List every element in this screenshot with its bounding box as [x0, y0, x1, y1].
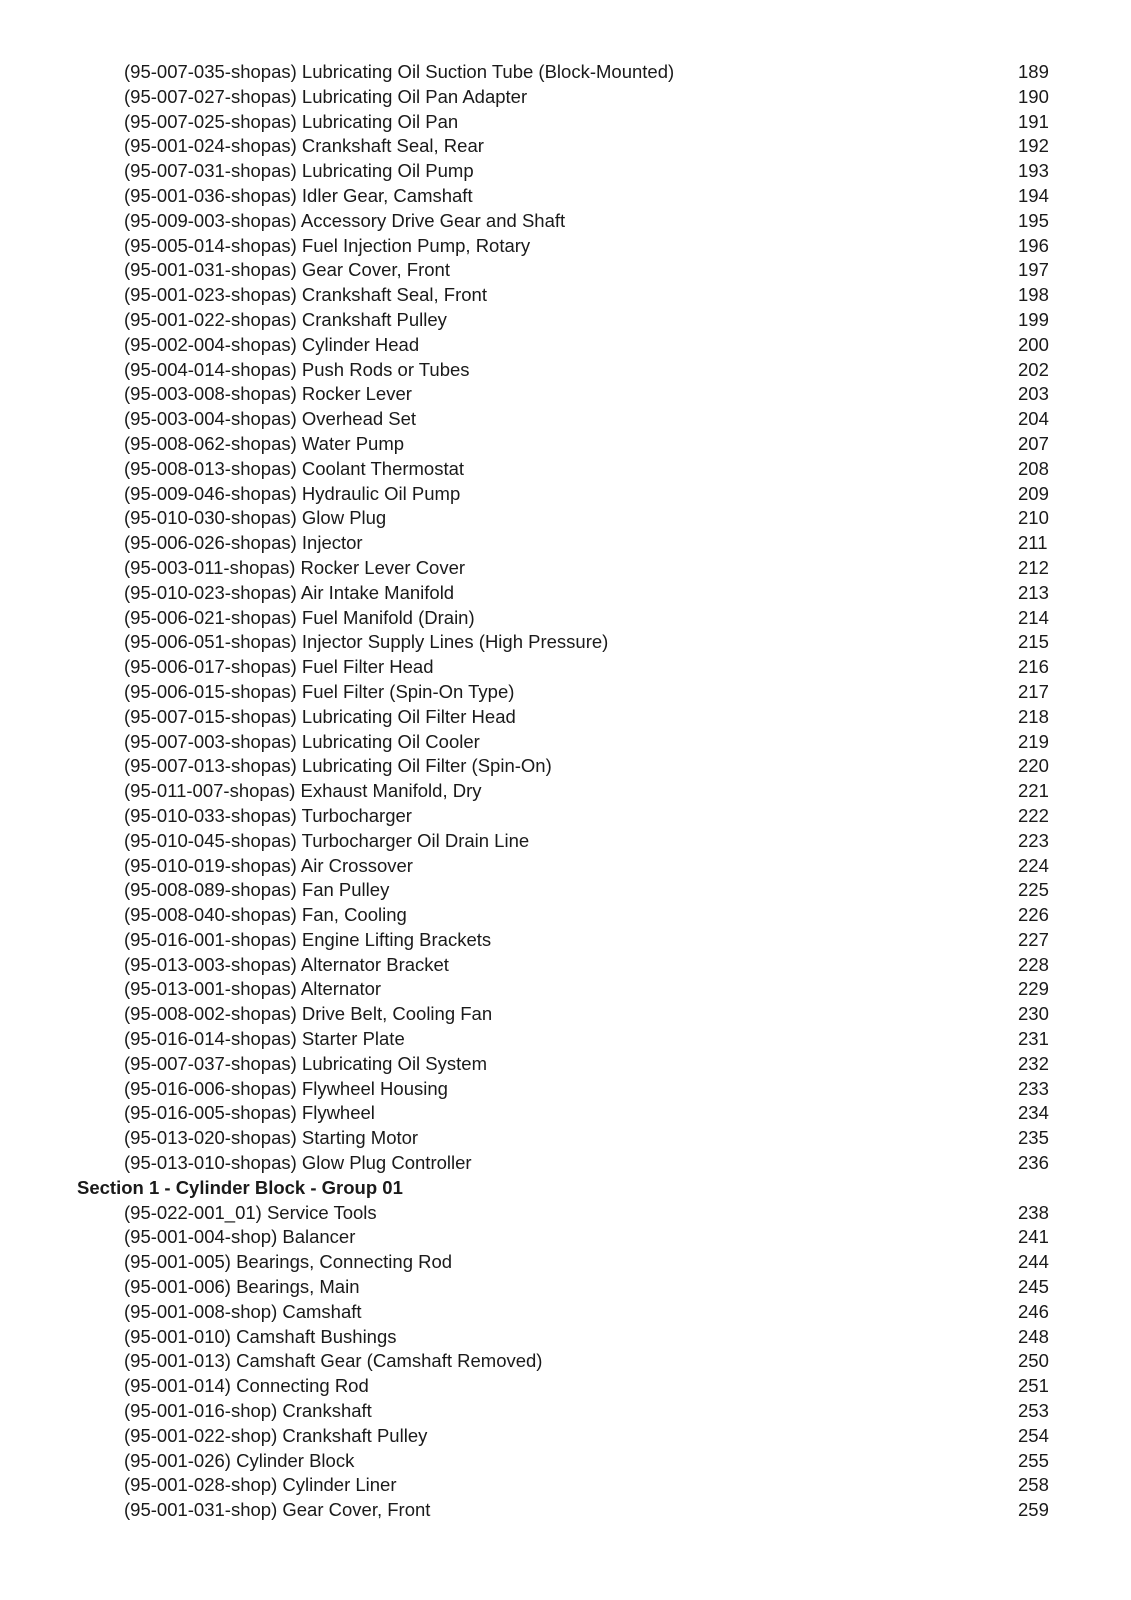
- toc-entry[interactable]: [0, 283, 1131, 308]
- toc-entry-title: (95-007-015-shopas) Lubricating Oil Filter Head: [124, 705, 516, 727]
- toc-entry-title: (95-013-001-shopas) Alternator: [124, 978, 382, 1000]
- toc-entry-title: (95-001-008-shop) Camshaft: [124, 1300, 362, 1322]
- toc-entry-title: (95-004-014-shopas) Push Rods or Tubes: [124, 358, 470, 380]
- toc-entry[interactable]: [0, 457, 1131, 482]
- toc-entry-title: (95-001-026) Cylinder Block: [124, 1449, 355, 1471]
- toc-entry-page-number: 229: [1018, 978, 1049, 1000]
- toc-entry[interactable]: [0, 730, 1131, 755]
- toc-entry-page-number: 195: [1018, 209, 1049, 231]
- toc-entry[interactable]: [0, 630, 1131, 655]
- toc-entry-page-number: 254: [1018, 1424, 1049, 1446]
- toc-entry-page-number: 233: [1018, 1077, 1049, 1099]
- toc-entry[interactable]: [0, 928, 1131, 953]
- toc-entry-title: (95-001-023-shopas) Crankshaft Seal, Front: [124, 284, 487, 306]
- toc-entry-page-number: 253: [1018, 1400, 1049, 1422]
- toc-entry-page-number: 213: [1018, 581, 1049, 603]
- toc-entry-page-number: 214: [1018, 606, 1049, 628]
- toc-entry-title: (95-010-045-shopas) Turbocharger Oil Drain Line: [124, 829, 530, 851]
- toc-entry[interactable]: [0, 953, 1131, 978]
- toc-entry-title: (95-008-062-shopas) Water Pump: [124, 432, 405, 454]
- toc-entry-title: (95-013-010-shopas) Glow Plug Controller: [124, 1152, 472, 1174]
- toc-entry[interactable]: [0, 754, 1131, 779]
- toc-entry-page-number: 191: [1018, 110, 1049, 132]
- toc-entry[interactable]: [0, 606, 1131, 631]
- toc-entry-page-number: 193: [1018, 160, 1049, 182]
- toc-entry[interactable]: [0, 1275, 1131, 1300]
- toc-entry[interactable]: [0, 655, 1131, 680]
- toc-entry[interactable]: [0, 209, 1131, 234]
- toc-entry-title: (95-006-015-shopas) Fuel Filter (Spin-On Type): [124, 680, 515, 702]
- toc-entry[interactable]: [0, 382, 1131, 407]
- toc-entry-page-number: 238: [1018, 1201, 1049, 1223]
- toc-entry-title: (95-001-022-shopas) Crankshaft Pulley: [124, 308, 447, 330]
- toc-entry[interactable]: [0, 829, 1131, 854]
- toc-entry[interactable]: [0, 258, 1131, 283]
- toc-entry-title: (95-009-046-shopas) Hydraulic Oil Pump: [124, 482, 461, 504]
- toc-entry-title: (95-010-019-shopas) Air Crossover: [124, 854, 413, 876]
- toc-entry-title: (95-001-024-shopas) Crankshaft Seal, Rear: [124, 135, 484, 157]
- toc-entry[interactable]: [0, 1473, 1131, 1498]
- toc-entry-page-number: 221: [1018, 780, 1049, 802]
- toc-entry[interactable]: [0, 333, 1131, 358]
- toc-entry-title: (95-003-008-shopas) Rocker Lever: [124, 383, 412, 405]
- toc-entry-title: (95-006-026-shopas) Injector: [124, 532, 363, 554]
- toc-entry-page-number: 251: [1018, 1375, 1049, 1397]
- toc-entry-title: (95-007-035-shopas) Lubricating Oil Suction Tube (Block-Mounted): [124, 61, 675, 82]
- toc-entry-page-number: 236: [1018, 1152, 1049, 1174]
- toc-entry-page-number: 220: [1018, 755, 1049, 777]
- toc-entry[interactable]: [0, 308, 1131, 333]
- toc-entry-title: (95-007-037-shopas) Lubricating Oil System: [124, 1052, 487, 1074]
- toc-entry[interactable]: [0, 1027, 1131, 1052]
- toc-entry[interactable]: [0, 1424, 1131, 1449]
- toc-entry-title: (95-007-003-shopas) Lubricating Oil Cooler: [124, 730, 480, 752]
- toc-entry[interactable]: [0, 1449, 1131, 1474]
- toc-entry[interactable]: [0, 432, 1131, 457]
- toc-entry[interactable]: [0, 110, 1131, 135]
- toc-entry-page-number: 234: [1018, 1102, 1049, 1124]
- toc-entry-page-number: 231: [1018, 1028, 1049, 1050]
- toc-entry-page-number: 218: [1018, 705, 1049, 727]
- toc-entry-title: (95-001-022-shop) Crankshaft Pulley: [124, 1424, 428, 1446]
- toc-entry-page-number: 192: [1018, 135, 1049, 157]
- toc-entry-page-number: 197: [1018, 259, 1049, 281]
- toc-entry-title: (95-007-025-shopas) Lubricating Oil Pan: [124, 110, 459, 132]
- toc-entry[interactable]: [0, 1325, 1131, 1350]
- toc-entry-title: (95-001-028-shop) Cylinder Liner: [124, 1474, 397, 1496]
- toc-entry-title: (95-008-089-shopas) Fan Pulley: [124, 879, 390, 901]
- toc-entry[interactable]: [0, 234, 1131, 259]
- toc-entry-page-number: 200: [1018, 333, 1049, 355]
- toc-entry[interactable]: [0, 531, 1131, 556]
- toc-entry-title: (95-001-031-shop) Gear Cover, Front: [124, 1499, 431, 1521]
- toc-entry-title: (95-006-017-shopas) Fuel Filter Head: [124, 656, 434, 678]
- toc-entry-page-number: 224: [1018, 854, 1049, 876]
- toc-entry-title: (95-016-006-shopas) Flywheel Housing: [124, 1077, 448, 1099]
- toc-entry-page-number: 258: [1018, 1474, 1049, 1496]
- toc-entry-page-number: 211: [1018, 532, 1048, 554]
- toc-entry-title: (95-009-003-shopas) Accessory Drive Gear and Shaft: [124, 209, 566, 231]
- section-heading: [0, 1176, 1131, 1201]
- toc-entry[interactable]: [0, 482, 1131, 507]
- toc-entry-page-number: 230: [1018, 1003, 1049, 1025]
- toc-entry-page-number: 198: [1018, 284, 1049, 306]
- toc-entry[interactable]: [0, 804, 1131, 829]
- toc-entry-page-number: 241: [1018, 1226, 1049, 1248]
- toc-entry-page-number: 223: [1018, 829, 1049, 851]
- toc-entry[interactable]: [0, 705, 1131, 730]
- toc-entry-page-number: 248: [1018, 1325, 1049, 1347]
- table-of-contents: [0, 60, 1131, 1523]
- toc-entry-page-number: 190: [1018, 85, 1049, 107]
- toc-entry-page-number: 215: [1018, 631, 1049, 653]
- toc-entry-title: (95-006-051-shopas) Injector Supply Lines (High Pressure): [124, 631, 609, 653]
- toc-entry-title: (95-001-014) Connecting Rod: [124, 1375, 369, 1397]
- toc-entry-title: (95-010-033-shopas) Turbocharger: [124, 804, 412, 826]
- toc-entry-page-number: 250: [1018, 1350, 1049, 1372]
- toc-entry-title: (95-016-005-shopas) Flywheel: [124, 1102, 375, 1124]
- toc-entry-page-number: 204: [1018, 408, 1049, 430]
- toc-entry[interactable]: [0, 1349, 1131, 1374]
- toc-entry-page-number: 244: [1018, 1251, 1049, 1273]
- toc-entry-title: (95-001-031-shopas) Gear Cover, Front: [124, 259, 450, 281]
- toc-entry-page-number: 207: [1018, 432, 1049, 454]
- toc-entry-title: (95-005-014-shopas) Fuel Injection Pump, Rotary: [124, 234, 531, 256]
- toc-entry-title: (95-001-004-shop) Balancer: [124, 1226, 356, 1248]
- toc-entry[interactable]: [0, 60, 1131, 85]
- toc-entry-page-number: 228: [1018, 953, 1049, 975]
- toc-entry[interactable]: [0, 1126, 1131, 1151]
- toc-entry-title: (95-010-023-shopas) Air Intake Manifold: [124, 581, 455, 603]
- toc-entry-page-number: 216: [1018, 656, 1049, 678]
- toc-entry-title: (95-001-006) Bearings, Main: [124, 1276, 360, 1298]
- toc-entry-page-number: 202: [1018, 358, 1049, 380]
- toc-entry-title: (95-001-010) Camshaft Bushings: [124, 1325, 397, 1347]
- toc-entry[interactable]: [0, 854, 1131, 879]
- toc-entry-page-number: 235: [1018, 1127, 1049, 1149]
- toc-entry[interactable]: [0, 1250, 1131, 1275]
- toc-entry[interactable]: [0, 680, 1131, 705]
- toc-entry[interactable]: [0, 779, 1131, 804]
- toc-entry-page-number: 199: [1018, 308, 1049, 330]
- toc-entry-title: (95-001-013) Camshaft Gear (Camshaft Removed): [124, 1350, 543, 1372]
- toc-entry[interactable]: [0, 407, 1131, 432]
- toc-entry-title: (95-008-013-shopas) Coolant Thermostat: [124, 457, 465, 479]
- toc-entry-title: (95-013-020-shopas) Starting Motor: [124, 1127, 419, 1149]
- toc-entry[interactable]: [0, 134, 1131, 159]
- toc-entry[interactable]: [0, 556, 1131, 581]
- toc-entry-page-number: 210: [1018, 507, 1049, 529]
- section-title: Section 1 - Cylinder Block - Group 01: [77, 1176, 403, 1198]
- toc-entry[interactable]: [0, 1002, 1131, 1027]
- toc-entry[interactable]: [0, 184, 1131, 209]
- toc-entry-title: (95-008-040-shopas) Fan, Cooling: [124, 904, 407, 926]
- toc-entry[interactable]: [0, 1300, 1131, 1325]
- toc-entry-page-number: 245: [1018, 1276, 1049, 1298]
- toc-entry-page-number: 196: [1018, 234, 1049, 256]
- toc-entry-page-number: 212: [1018, 556, 1049, 578]
- toc-entry-page-number: 203: [1018, 383, 1049, 405]
- toc-entry-title: (95-013-003-shopas) Alternator Bracket: [124, 953, 449, 975]
- toc-entry-page-number: 232: [1018, 1052, 1049, 1074]
- toc-entry[interactable]: [0, 358, 1131, 383]
- toc-entry-title: (95-006-021-shopas) Fuel Manifold (Drain): [124, 606, 475, 628]
- toc-entry-title: (95-016-001-shopas) Engine Lifting Brackets: [124, 928, 492, 950]
- toc-entry[interactable]: [0, 1052, 1131, 1077]
- toc-entry-page-number: 246: [1018, 1300, 1049, 1322]
- toc-entry-title: (95-011-007-shopas) Exhaust Manifold, Dry: [124, 780, 482, 802]
- toc-entry-page-number: 209: [1018, 482, 1049, 504]
- toc-entry-page-number: 259: [1018, 1499, 1049, 1521]
- toc-entry-page-number: 255: [1018, 1449, 1049, 1471]
- toc-entry-title: (95-010-030-shopas) Glow Plug: [124, 507, 387, 529]
- toc-entry-title: (95-007-031-shopas) Lubricating Oil Pump: [124, 160, 474, 182]
- toc-entry[interactable]: [0, 1101, 1131, 1126]
- toc-entry-title: (95-002-004-shopas) Cylinder Head: [124, 333, 420, 355]
- toc-entry[interactable]: [0, 581, 1131, 606]
- toc-entry-page-number: 226: [1018, 904, 1049, 926]
- toc-entry[interactable]: [0, 85, 1131, 110]
- toc-entry[interactable]: [0, 878, 1131, 903]
- toc-entry[interactable]: [0, 1201, 1131, 1226]
- toc-entry-page-number: 194: [1018, 184, 1049, 206]
- toc-entry-page-number: 227: [1018, 928, 1049, 950]
- toc-entry-page-number: 217: [1018, 680, 1049, 702]
- toc-entry[interactable]: [0, 1498, 1131, 1523]
- toc-entry-title: (95-001-016-shop) Crankshaft: [124, 1400, 372, 1422]
- toc-entry-page-number: 219: [1018, 730, 1049, 752]
- toc-entry-title: (95-022-001_01) Service Tools: [124, 1201, 377, 1223]
- toc-entry-title: (95-008-002-shopas) Drive Belt, Cooling Fan: [124, 1003, 493, 1025]
- toc-entry-page-number: 189: [1018, 61, 1049, 82]
- toc-entry-title: (95-001-036-shopas) Idler Gear, Camshaft: [124, 184, 473, 206]
- toc-entry-title: (95-003-004-shopas) Overhead Set: [124, 408, 417, 430]
- toc-entry-page-number: 208: [1018, 457, 1049, 479]
- toc-entry[interactable]: [0, 1374, 1131, 1399]
- toc-entry-title: (95-007-027-shopas) Lubricating Oil Pan Adapter: [124, 85, 528, 107]
- toc-entry[interactable]: [0, 1225, 1131, 1250]
- toc-entry[interactable]: [0, 506, 1131, 531]
- toc-entry-title: (95-001-005) Bearings, Connecting Rod: [124, 1251, 453, 1273]
- toc-entry-title: (95-007-013-shopas) Lubricating Oil Filter (Spin-On): [124, 755, 552, 777]
- toc-entry[interactable]: [0, 903, 1131, 928]
- toc-entry-title: (95-003-011-shopas) Rocker Lever Cover: [124, 556, 466, 578]
- toc-entry[interactable]: [0, 159, 1131, 184]
- toc-entry-page-number: 222: [1018, 804, 1049, 826]
- toc-entry-page-number: 225: [1018, 879, 1049, 901]
- toc-entry[interactable]: [0, 1151, 1131, 1176]
- toc-entry-title: (95-016-014-shopas) Starter Plate: [124, 1028, 405, 1050]
- toc-entry[interactable]: [0, 1399, 1131, 1424]
- toc-entry[interactable]: [0, 977, 1131, 1002]
- toc-entry[interactable]: [0, 1077, 1131, 1102]
